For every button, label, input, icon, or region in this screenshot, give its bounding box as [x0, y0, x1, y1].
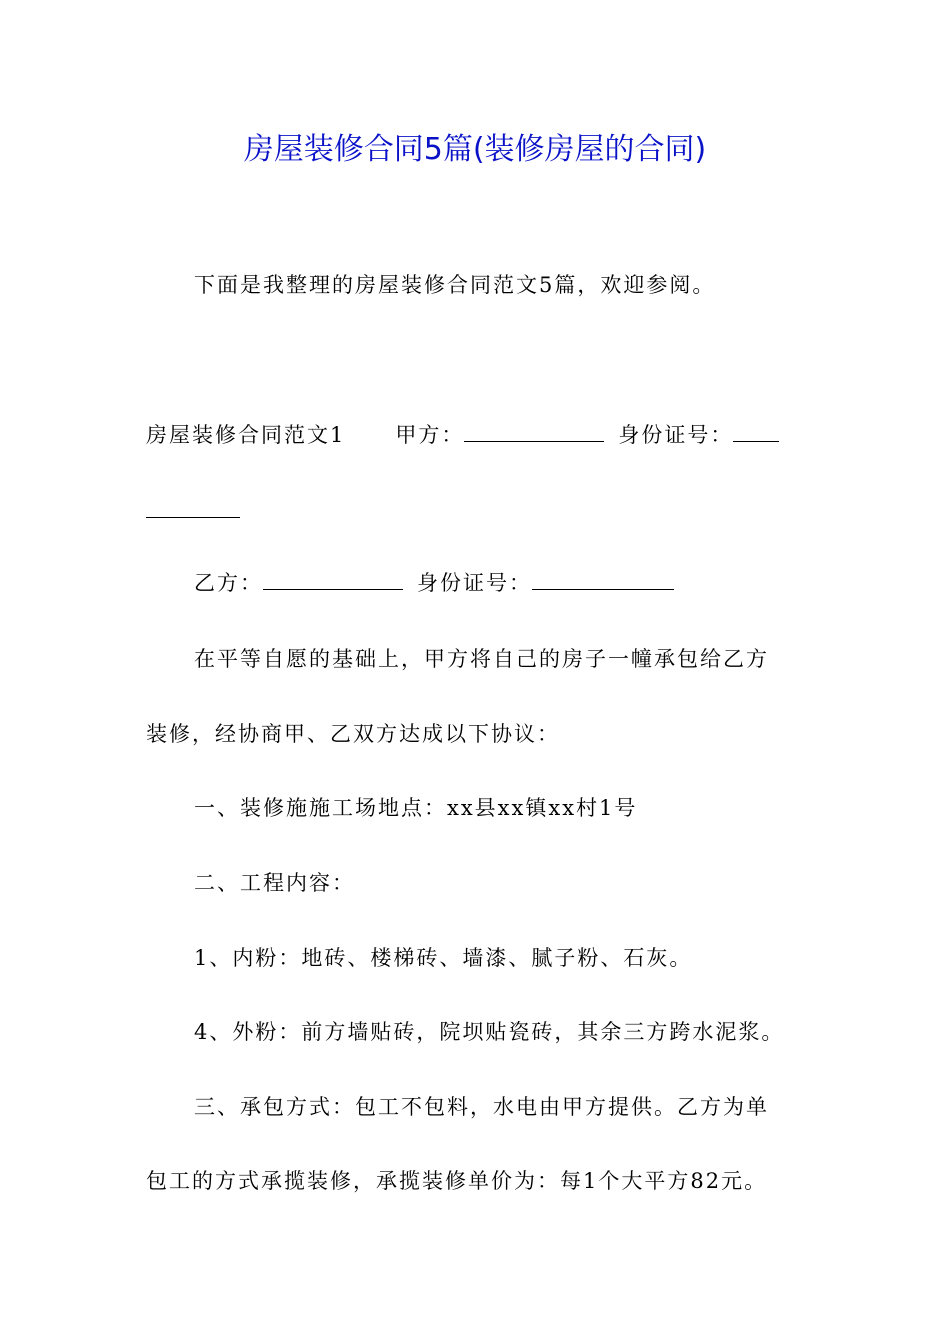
intro-paragraph: 下面是我整理的房屋装修合同范文5篇，欢迎参阅。: [194, 273, 716, 297]
paragraph-site-location: 一、装修施施工场地点：xx县xx镇xx村1号: [194, 796, 638, 820]
party-b-blank: [263, 571, 403, 590]
party-a-id-blank-continued: [146, 499, 240, 518]
party-a-id-label: 身份证号：: [618, 423, 734, 447]
paragraph-work-content: 二、工程内容：: [194, 871, 355, 895]
paragraph-exterior-finish: 4、外粉：前方墙贴砖，院坝贴瓷砖，其余三方跨水泥浆。: [194, 1020, 785, 1044]
paragraph-contract-method-line-2: 包工的方式承揽装修，承揽装修单价为：每1个大平方82元。: [146, 1169, 768, 1193]
paragraph-1-line-2: 装修，经协商甲、乙双方达成以下协议：: [146, 722, 560, 746]
paragraph-interior-finish: 1、内粉：地砖、楼梯砖、墙漆、腻子粉、石灰。: [194, 946, 693, 970]
party-a-label: 甲方：: [395, 423, 465, 447]
contract-header-line: [146, 420, 779, 450]
paragraph-1-line-1: 在平等自愿的基础上，甲方将自己的房子一幢承包给乙方: [194, 647, 769, 671]
paragraph-contract-method-line-1: 三、承包方式：包工不包料，水电由甲方提供。乙方为单: [194, 1095, 769, 1119]
party-a-id-blank: [733, 423, 779, 442]
party-a-blank: [464, 423, 604, 442]
party-b-id-blank: [532, 571, 674, 590]
party-b-id-label: 身份证号：: [417, 571, 532, 595]
document-title: 房屋装修合同5篇(装修房屋的合同): [243, 132, 707, 167]
sample-heading: 房屋装修合同范文1: [146, 423, 346, 447]
party-a-id-blank-continued-line: [146, 496, 240, 526]
party-b-label: 乙方：: [194, 571, 263, 595]
party-b-line: [194, 568, 674, 598]
